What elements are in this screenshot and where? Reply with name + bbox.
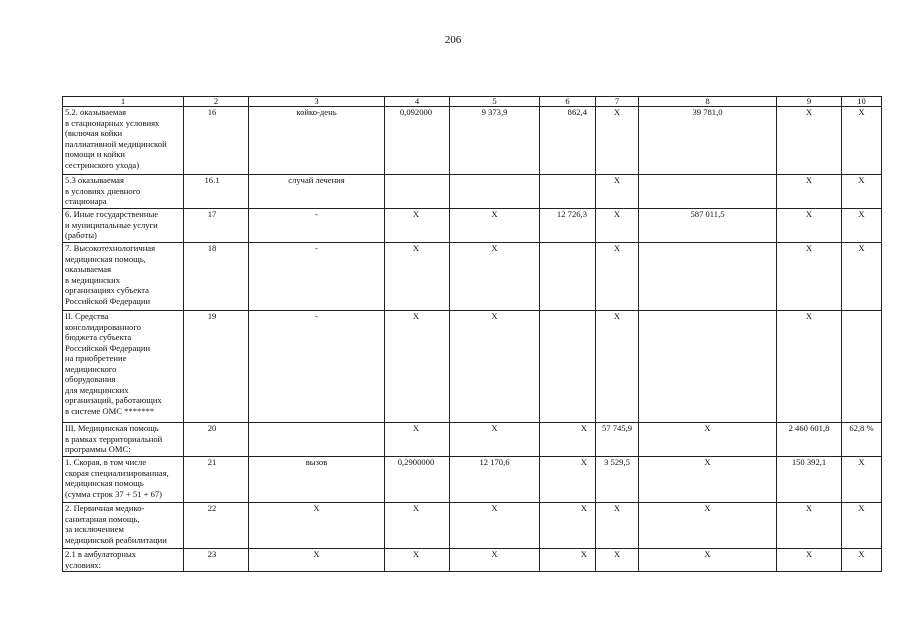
table-cell: Х	[385, 209, 450, 243]
table-cell: Х	[385, 423, 450, 457]
table-cell: 0,092000	[385, 107, 450, 175]
table-cell: 150 392,1	[777, 457, 842, 503]
table-cell: Х	[842, 209, 882, 243]
table-cell: Х	[249, 549, 385, 572]
table-cell	[450, 175, 540, 209]
data-table	[62, 96, 882, 572]
table-cell: случай лечения	[249, 175, 385, 209]
column-number: 7	[596, 97, 639, 107]
table-cell: Х	[596, 311, 639, 423]
table-row	[63, 549, 882, 572]
table-row	[63, 107, 882, 175]
table-cell: 62,8 %	[842, 423, 882, 457]
table-cell	[540, 311, 596, 423]
table-cell: Х	[596, 549, 639, 572]
table-cell: -	[249, 311, 385, 423]
table-cell: Х	[842, 175, 882, 209]
table-cell: 19	[184, 311, 249, 423]
table-cell: Х	[385, 311, 450, 423]
column-number: 10	[842, 97, 882, 107]
table-cell: Х	[450, 311, 540, 423]
column-number: 1	[63, 97, 184, 107]
table-cell: Х	[777, 243, 842, 311]
column-number: 2	[184, 97, 249, 107]
column-number: 4	[385, 97, 450, 107]
column-number: 6	[540, 97, 596, 107]
table-cell: Х	[596, 503, 639, 549]
table-cell: Х	[385, 243, 450, 311]
table-row	[63, 209, 882, 243]
table-row	[63, 423, 882, 457]
table-cell: 5.3 оказываемая в условиях дневного стационара	[63, 175, 184, 209]
table-cell: 5.2. оказываемая в стационарных условиях (включая койки паллиативной медицинской помощи и койки сестринского ухода)	[63, 107, 184, 175]
table-header-row	[63, 97, 882, 107]
table-cell	[842, 311, 882, 423]
column-number: 3	[249, 97, 385, 107]
column-number: 9	[777, 97, 842, 107]
table-cell: 2 460 601,8	[777, 423, 842, 457]
table-cell: Х	[777, 107, 842, 175]
table-cell: 57 745,9	[596, 423, 639, 457]
column-number: 5	[450, 97, 540, 107]
table-cell: 1. Скорая, в том числе скорая специализированная, медицинская помощь (сумма строк 37 + 51 + 67)	[63, 457, 184, 503]
table-cell: Х	[639, 549, 777, 572]
table-cell	[540, 243, 596, 311]
table-cell: Х	[596, 175, 639, 209]
table-cell: вызов	[249, 457, 385, 503]
table-cell: 0,2900000	[385, 457, 450, 503]
table-cell: Х	[842, 549, 882, 572]
table-cell: -	[249, 209, 385, 243]
table-cell: 3 529,5	[596, 457, 639, 503]
table-cell: 23	[184, 549, 249, 572]
table-cell: Х	[842, 107, 882, 175]
table-cell: Х	[777, 311, 842, 423]
table-cell: койко-день	[249, 107, 385, 175]
table-cell: 39 781,0	[639, 107, 777, 175]
table-cell: Х	[639, 457, 777, 503]
table-cell: Х	[842, 457, 882, 503]
table-cell: 20	[184, 423, 249, 457]
table-cell: 12 726,3	[540, 209, 596, 243]
table-cell: Х	[777, 549, 842, 572]
table-cell: -	[249, 243, 385, 311]
table-cell: 18	[184, 243, 249, 311]
table-cell: III. Медицинская помощь в рамках территориальной программы ОМС:	[63, 423, 184, 457]
table-cell: Х	[450, 549, 540, 572]
table-cell: Х	[842, 243, 882, 311]
table-row	[63, 243, 882, 311]
table-cell: 21	[184, 457, 249, 503]
table-cell: Х	[639, 503, 777, 549]
table-cell: 6. Иные государственные и муниципальные услуги (работы)	[63, 209, 184, 243]
table-cell: Х	[540, 457, 596, 503]
table-cell: 17	[184, 209, 249, 243]
table-row	[63, 175, 882, 209]
table-cell: Х	[842, 503, 882, 549]
column-number: 8	[639, 97, 777, 107]
table-cell: Х	[596, 243, 639, 311]
table-cell: II. Средства консолидированного бюджета субъекта Российской Федерации на приобретение медицинского оборудования для медицинских организаций, работающих в системе ОМС *******	[63, 311, 184, 423]
table-cell: 587 011,5	[639, 209, 777, 243]
table-cell	[249, 423, 385, 457]
table-row	[63, 457, 882, 503]
table-cell	[639, 175, 777, 209]
table-cell: Х	[249, 503, 385, 549]
table-cell: 16.1	[184, 175, 249, 209]
table-cell	[540, 175, 596, 209]
table-cell	[639, 311, 777, 423]
table-cell: 12 170,6	[450, 457, 540, 503]
table-cell	[385, 175, 450, 209]
table-cell: Х	[450, 503, 540, 549]
table-cell: Х	[450, 243, 540, 311]
table-cell: Х	[385, 503, 450, 549]
table-cell: Х	[639, 423, 777, 457]
table-cell: Х	[540, 549, 596, 572]
table-cell: Х	[777, 503, 842, 549]
table-cell: 2. Первичная медико- санитарная помощь, за исключением медицинской реабилитации	[63, 503, 184, 549]
page-number: 206	[444, 34, 462, 46]
table-cell: Х	[540, 503, 596, 549]
table-cell: Х	[777, 175, 842, 209]
table-cell: 862,4	[540, 107, 596, 175]
table-cell: Х	[385, 549, 450, 572]
table-cell: 22	[184, 503, 249, 549]
table-row	[63, 503, 882, 549]
table-cell: 9 373,9	[450, 107, 540, 175]
table-cell: Х	[450, 209, 540, 243]
table-cell: Х	[540, 423, 596, 457]
table-cell: Х	[596, 209, 639, 243]
table-cell: 7. Высокотехнологичная медицинская помощь, оказываемая в медицинских организациях субъекта Российской Федерации	[63, 243, 184, 311]
table-cell: Х	[450, 423, 540, 457]
table-cell: Х	[596, 107, 639, 175]
table-cell	[639, 243, 777, 311]
table-cell: 16	[184, 107, 249, 175]
table-cell: Х	[777, 209, 842, 243]
table-cell: 2.1 в амбулаторных условиях:	[63, 549, 184, 572]
table-row	[63, 311, 882, 423]
